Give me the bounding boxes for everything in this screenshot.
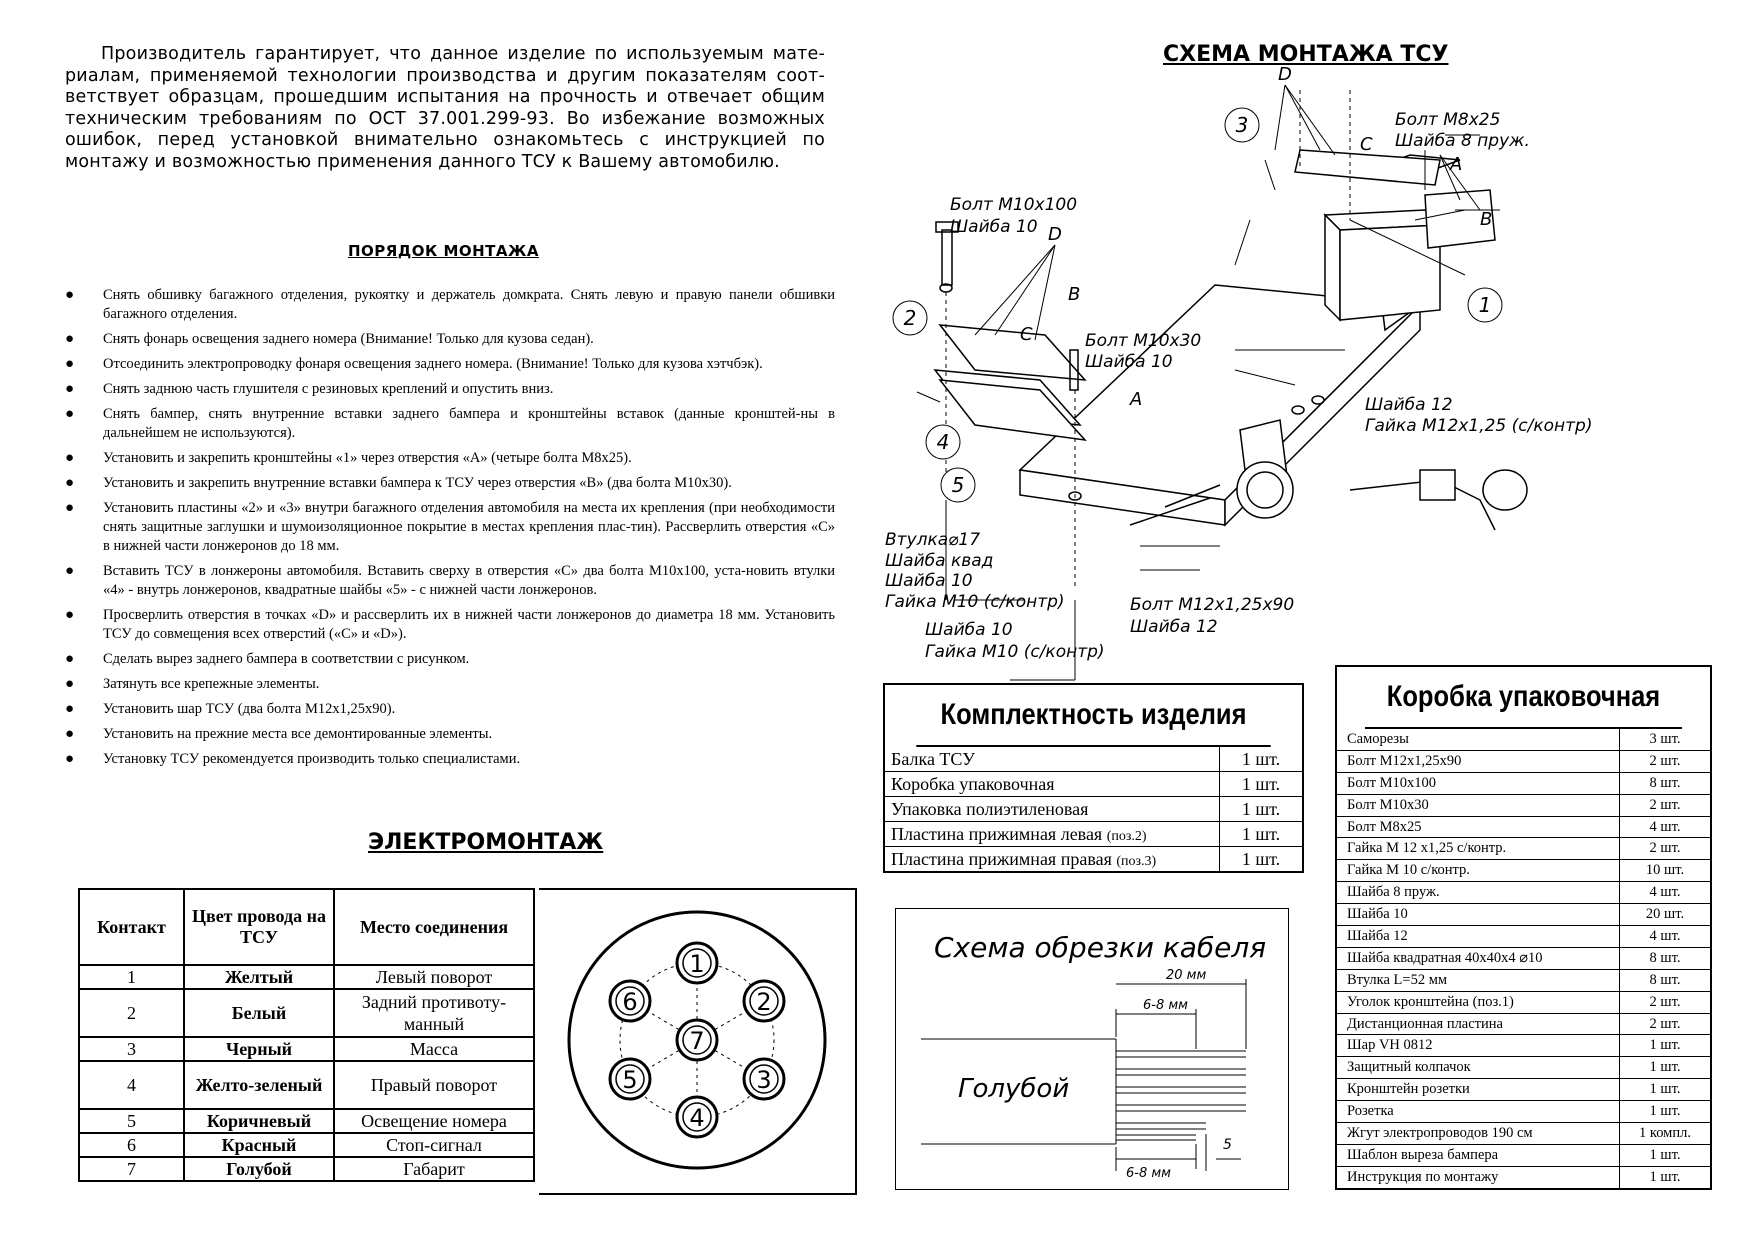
contact-cell: 5 [79, 1109, 184, 1133]
table-row [1337, 860, 1710, 882]
bullet-icon: ● [65, 726, 75, 742]
electro-title: ЭЛЕКТРОМОНТАЖ [368, 830, 604, 855]
connector-diagram [539, 888, 857, 1195]
table-header-row [79, 889, 534, 965]
item-qty: 8 шт. [1620, 772, 1711, 794]
step-item: ● Снять обшивку багажного отделения, рукоятку и держатель домкрата. Снять левую и правую панели обшивки багажного отделения. [65, 287, 835, 322]
item-name: Инструкция по монтажу [1337, 1166, 1620, 1187]
step-item: ● Установить и закрепить внутренние вставки бампера к ТСУ через отверстия «В» (два болта М10х30). [65, 475, 732, 491]
bullet-icon: ● [65, 475, 75, 491]
color-cell: Желтый [184, 965, 334, 989]
contact-cell: 4 [79, 1061, 184, 1109]
connection-cell: Масса [334, 1037, 534, 1061]
step-item: ● Вставить ТСУ в лонжероны автомобиля. Вставить сверху в отверстия «С» два болта М10х100, уста-новить втулки «4» - внутрь лонжеронов, квадратные шайбы «5» - с нижней части лонжеронов. [65, 563, 835, 598]
item-name: Жгут электропроводов 190 см [1337, 1123, 1620, 1145]
bullet-icon: ● [65, 500, 75, 516]
table-row [1337, 1101, 1710, 1123]
wiring-table [78, 888, 535, 1182]
table-row [1337, 816, 1710, 838]
table-row: Упаковка полиэтиленовая 1 шт. [885, 797, 1302, 822]
svg-text:2: 2 [903, 306, 917, 330]
table-row [1337, 729, 1710, 750]
item-qty: 1 шт. [1620, 1079, 1711, 1101]
pin-1 [677, 943, 717, 983]
item-qty: 4 шт. [1620, 816, 1711, 838]
table-row [79, 1037, 534, 1061]
svg-text:Гайка М12х1,25 (с/контр): Гайка М12х1,25 (с/контр) [1365, 416, 1593, 436]
color-cell: Белый [184, 989, 334, 1037]
connection-cell: Правый поворот [334, 1061, 534, 1109]
item-name: Гайка М 10 с/контр. [1337, 860, 1620, 882]
cable-cut-diagram [895, 908, 1289, 1190]
svg-text:C: C [1360, 134, 1373, 155]
table-row [79, 1109, 534, 1133]
svg-text:5: 5 [622, 1066, 638, 1094]
step-item: ● Снять заднюю часть глушителя с резиновых креплений и опустить вниз. [65, 381, 554, 397]
item-qty: 1 компл. [1620, 1123, 1711, 1145]
svg-text:D: D [1278, 64, 1292, 85]
installation-steps-list [63, 286, 835, 775]
svg-text:Болт М10х30: Болт М10х30 [1085, 331, 1202, 351]
item-qty: 2 шт. [1620, 838, 1711, 860]
svg-text:Болт М8х25: Болт М8х25 [1395, 110, 1501, 130]
bullet-icon: ● [65, 450, 75, 466]
step-item: ● Просверлить отверстия в точках «D» и рассверлить их в нижней части лонжеронов до диаметра 18 мм. Установить ТСУ до совмещения всех отверстий («С» и «D»). [65, 607, 835, 642]
item-qty: 2 шт. [1620, 794, 1711, 816]
item-qty: 1 шт. [1620, 1101, 1711, 1123]
wire-color-label: Голубой [958, 1074, 1070, 1104]
contact-cell: 1 [79, 965, 184, 989]
color-cell: Голубой [184, 1157, 334, 1181]
item-name: Втулка L=52 мм [1337, 969, 1620, 991]
pin-5 [610, 1059, 650, 1099]
table-row [1337, 750, 1710, 772]
contact-cell: 2 [79, 989, 184, 1037]
pin-3 [744, 1059, 784, 1099]
dim-6-8mm-top: 6-8 мм [1143, 998, 1188, 1013]
step-item: ● Установку ТСУ рекомендуется производить только специалистами. [65, 751, 521, 767]
table-row [1337, 1079, 1710, 1101]
table-row [1337, 904, 1710, 926]
contact-cell: 7 [79, 1157, 184, 1181]
svg-text:C: C [1020, 324, 1033, 345]
table-row: Пластина прижимная правая (поз.3) 1 шт. [885, 847, 1302, 872]
svg-text:Болт М10х100: Болт М10х100 [950, 195, 1078, 215]
item-qty: 3 шт. [1620, 729, 1711, 750]
svg-text:Болт М12х1,25х90: Болт М12х1,25х90 [1130, 595, 1295, 615]
header-wire-color: Цвет провода на ТСУ [184, 889, 334, 965]
item-qty: 1 шт. [1620, 1035, 1711, 1057]
table-row [1337, 1144, 1710, 1166]
connection-cell: Стоп-сигнал [334, 1133, 534, 1157]
table-row [1337, 969, 1710, 991]
contact-cell: 6 [79, 1133, 184, 1157]
item-name: Шар VH 0812 [1337, 1035, 1620, 1057]
svg-text:B: B [1068, 284, 1081, 305]
svg-text:A: A [1450, 154, 1463, 175]
nut-m10-label: Гайка М10 (с/контр) [885, 591, 1065, 612]
item-name: Дистанционная пластина [1337, 1013, 1620, 1035]
item-qty: 2 шт. [1620, 750, 1711, 772]
bullet-icon: ● [65, 331, 75, 347]
svg-text:1: 1 [689, 950, 705, 978]
bushing-label: Втулка⌀17 [885, 530, 981, 550]
item-qty: 2 шт. [1620, 991, 1711, 1013]
washer-10-label: Шайба 10 [885, 571, 973, 591]
square-washer-label: Шайба квад [885, 550, 994, 571]
svg-text:5: 5 [951, 473, 965, 497]
dim-5: 5 [1223, 1137, 1232, 1153]
svg-text:Шайба 8 пруж.: Шайба 8 пруж. [1395, 131, 1530, 151]
item-qty: 4 шт. [1620, 882, 1711, 904]
bullet-icon: ● [65, 287, 75, 303]
table-row [1337, 947, 1710, 969]
svg-text:Шайба 12: Шайба 12 [1365, 395, 1453, 415]
package-box-table [1335, 665, 1712, 1190]
item-name: Уголок кронштейна (поз.1) [1337, 991, 1620, 1013]
svg-text:1: 1 [1478, 293, 1492, 317]
item-qty: 10 шт. [1620, 860, 1711, 882]
step-item: ● Сделать вырез заднего бампера в соответствии с рисунком. [65, 651, 470, 667]
header-connection: Место соединения [334, 889, 534, 965]
table-row: Коробка упаковочная 1 шт. [885, 772, 1302, 797]
pin-6 [610, 981, 650, 1021]
connection-cell: Освещение номера [334, 1109, 534, 1133]
step-item: ● Установить шар ТСУ (два болта М12х1,25х90). [65, 701, 396, 717]
bullet-icon: ● [65, 701, 75, 717]
table-row [1337, 1057, 1710, 1079]
kit-contents-table [883, 683, 1304, 873]
step-item: ● Установить пластины «2» и «3» внутри багажного отделения автомобиля на места их крепления (при необходимости снять защитные заглушки и шумоизоляционное покрытие в местах крепления плас-тин). Рассверлить отверстия «С» в нижней части лонжеронов до 18 мм. [65, 500, 835, 554]
svg-text:2: 2 [756, 988, 772, 1016]
item-qty: 20 шт. [1620, 904, 1711, 926]
item-name: Болт М12х1,25х90 [1337, 750, 1620, 772]
box-title: Коробка упаковочная [1365, 667, 1682, 729]
table-row [1337, 991, 1710, 1013]
item-qty: 8 шт. [1620, 969, 1711, 991]
item-qty: 1 шт. [1620, 1057, 1711, 1079]
table-row [79, 989, 534, 1037]
table-row [79, 1133, 534, 1157]
item-name: Болт М10х30 [1337, 794, 1620, 816]
item-name: Шайба 12 [1337, 926, 1620, 948]
pin-4 [677, 1097, 717, 1137]
table-row [1337, 926, 1710, 948]
table-row [1337, 1166, 1710, 1187]
color-cell: Желто-зеленый [184, 1061, 334, 1109]
dim-20mm: 20 мм [1166, 968, 1207, 983]
item-name: Шайба 10 [1337, 904, 1620, 926]
connection-cell: Левый поворот [334, 965, 534, 989]
svg-text:B: B [1480, 209, 1493, 230]
item-name: Саморезы [1347, 730, 1409, 747]
svg-text:3: 3 [1235, 113, 1249, 137]
color-cell: Красный [184, 1133, 334, 1157]
item-qty: 2 шт. [1620, 1013, 1711, 1035]
svg-text:6: 6 [622, 988, 638, 1016]
step-item: ● Снять фонарь освещения заднего номера (Внимание! Только для кузова седан). [65, 331, 594, 347]
pin-7 [677, 1020, 717, 1060]
table-row [1337, 794, 1710, 816]
step-item: ● Отсоединить электропроводку фонаря освещения заднего номера. (Внимание! Только для кузова хэтчбэк). [65, 356, 763, 372]
item-qty: 1 шт. [1620, 1166, 1711, 1187]
svg-text:A: A [1130, 389, 1143, 410]
svg-text:Шайба 12: Шайба 12 [1130, 617, 1218, 637]
table-row [1337, 1035, 1710, 1057]
installation-order-title: ПОРЯДОК МОНТАЖА [348, 242, 539, 260]
svg-text:4: 4 [689, 1104, 705, 1132]
bullet-icon: ● [65, 563, 75, 579]
table-row [1337, 772, 1710, 794]
item-qty: 8 шт. [1620, 947, 1711, 969]
wire-ends [1116, 1051, 1246, 1140]
pin-2 [744, 981, 784, 1021]
kit-title: Комплектность изделия [916, 685, 1270, 747]
svg-text:Шайба 10: Шайба 10 [950, 217, 1038, 237]
guarantee-paragraph: Производитель гарантирует, что данное изделие по используемым мате-риалам, применяемой технологии производства и другим показателям соот-ветствует образцам, прошедшим испытания на прочность и отвечает общим техническим требованиям по ОСТ 37.001.299-93. Во избежание возможных ошибок, перед установкой внимательно ознакомьтесь с инструкцией по монтажу и возможностью применения данного ТСУ к Вашему автомобилю. [65, 44, 825, 172]
item-name: Гайка М 12 х1,25 с/контр. [1337, 838, 1620, 860]
item-name: Шайба квадратная 40х40х4 ⌀10 [1337, 947, 1620, 969]
table-row [1337, 1123, 1710, 1145]
svg-text:7: 7 [689, 1027, 705, 1055]
item-name: Шаблон выреза бампера [1337, 1144, 1620, 1166]
bullet-icon: ● [65, 381, 75, 397]
bullet-icon: ● [65, 406, 75, 422]
step-item: ● Снять бампер, снять внутренние вставки заднего бампера и кронштейны вставок (данные кронштей-ны в дальнейшем не используются). [65, 406, 835, 441]
item-qty: 4 шт. [1620, 926, 1711, 948]
item-name: Шайба 8 пруж. [1337, 882, 1620, 904]
schema-title: СХЕМА МОНТАЖА ТСУ [1163, 42, 1449, 67]
color-cell: Черный [184, 1037, 334, 1061]
item-name: Защитный колпачок [1337, 1057, 1620, 1079]
svg-text:Гайка М10 (с/контр): Гайка М10 (с/контр) [925, 642, 1105, 662]
table-row [79, 1157, 534, 1181]
header-contact: Контакт [79, 889, 184, 965]
svg-text:Шайба 10: Шайба 10 [925, 620, 1013, 640]
table-row: Пластина прижимная левая (поз.2) 1 шт. [885, 822, 1302, 847]
step-item: ● Установить и закрепить кронштейны «1» через отверстия «А» (четыре болта М8х25). [65, 450, 632, 466]
table-row [79, 965, 534, 989]
bullet-icon: ● [65, 651, 75, 667]
step-item: ● Затянуть все крепежные элементы. [65, 676, 320, 692]
item-name: Болт М10х100 [1337, 772, 1620, 794]
bushing-label-stack [885, 530, 1065, 612]
color-cell: Коричневый [184, 1109, 334, 1133]
svg-text:D: D [1048, 224, 1062, 245]
bullet-icon: ● [65, 676, 75, 692]
item-qty: 1 шт. [1620, 1144, 1711, 1166]
item-name: Кронштейн розетки [1337, 1079, 1620, 1101]
connection-cell: Габарит [334, 1157, 534, 1181]
table-row [1337, 882, 1710, 904]
contact-cell: 3 [79, 1037, 184, 1061]
cable-title: Схема обрезки кабеля [934, 931, 1267, 964]
step-item: ● Установить на прежние места все демонтированные элементы. [65, 726, 493, 742]
item-name: Розетка [1337, 1101, 1620, 1123]
table-row [1337, 838, 1710, 860]
svg-text:4: 4 [936, 430, 950, 454]
svg-text:3: 3 [756, 1066, 772, 1094]
connection-cell: Задний противоту-манный [334, 989, 534, 1037]
dim-6-8mm-bottom: 6-8 мм [1126, 1166, 1171, 1181]
bullet-icon: ● [65, 356, 75, 372]
table-row [79, 1061, 534, 1109]
bullet-icon: ● [65, 607, 75, 623]
table-row: Балка ТСУ 1 шт. [885, 747, 1302, 772]
bullet-icon: ● [65, 751, 75, 767]
socket-pins [610, 943, 784, 1137]
item-name: Болт М8х25 [1337, 816, 1620, 838]
svg-text:Шайба 10: Шайба 10 [1085, 352, 1173, 372]
table-row [1337, 1013, 1710, 1035]
